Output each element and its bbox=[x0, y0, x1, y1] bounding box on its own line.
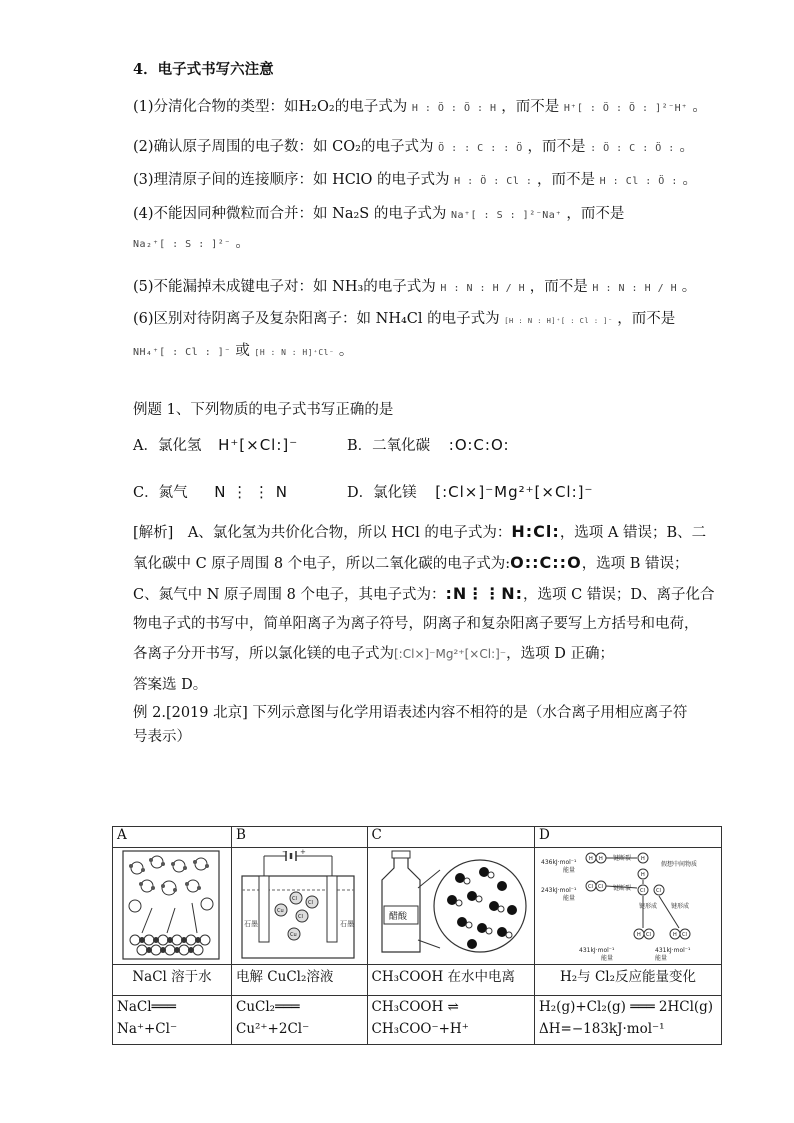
equation-line: CH₃COO⁻+H⁺ bbox=[371, 1021, 469, 1037]
energy-sub: 能量 bbox=[563, 867, 576, 874]
analysis-text: ，选项 D 正确； bbox=[506, 646, 614, 662]
graphite-left-label: 石墨 bbox=[244, 920, 258, 928]
analysis-text: 各离子分开书写，所以氯化镁的电子式为 bbox=[133, 646, 394, 662]
analysis-text: ，选项 A 错误；B、二 bbox=[559, 525, 707, 541]
svg-text:Cu: Cu bbox=[277, 908, 284, 914]
svg-text:Cl: Cl bbox=[682, 932, 687, 938]
rule-5 bbox=[133, 277, 696, 299]
rule-4-cont bbox=[133, 233, 250, 255]
equation-line: H₂(g)+Cl₂(g) ═══ 2HCl(g) bbox=[539, 999, 714, 1015]
bond-form-label: 键形成 bbox=[671, 903, 690, 910]
electron-formula: H : Cl : Ö : bbox=[599, 176, 678, 187]
rule-3 bbox=[133, 170, 697, 192]
bond-break-label: 键断裂 bbox=[613, 885, 632, 892]
rule-1 bbox=[133, 97, 707, 119]
svg-text:Cl: Cl bbox=[640, 888, 645, 894]
electron-formula: Na₂⁺[ : S : ]²⁻ bbox=[133, 239, 231, 250]
caption-b: 电解 CuCl₂溶液 bbox=[232, 965, 368, 996]
rule-text: (1)分清化合物的类型：如H₂O₂的电子式为 bbox=[133, 99, 408, 115]
rule-text: ，而不是 bbox=[529, 279, 588, 295]
electron-formula: H : Ö : Cl : bbox=[454, 176, 533, 187]
analysis-formula: O::C::O bbox=[510, 553, 582, 572]
option-label: A．氯化氢 bbox=[133, 438, 202, 454]
equation-line: CH₃COOH ⇌ bbox=[371, 999, 459, 1015]
option-label: C．氮气 bbox=[133, 485, 188, 501]
energy-label: 431kJ·mol⁻¹ bbox=[655, 947, 691, 954]
analysis-line-1 bbox=[133, 522, 706, 543]
option-formula: N ⋮ ⋮ N bbox=[214, 483, 288, 501]
electron-formula: [H : N : H]⁺Cl⁻ bbox=[254, 348, 335, 357]
electrolysis-diagram bbox=[236, 848, 360, 962]
analysis-text: [解析] A、氯化氢为共价化合物，所以 HCl 的电子式为： bbox=[133, 525, 512, 541]
rule-end: 。 bbox=[338, 343, 354, 359]
col-header-c: C bbox=[367, 827, 535, 848]
analysis-formula: :N⋮⋮N: bbox=[445, 584, 524, 603]
option-formula: H⁺[×Cl:]⁻ bbox=[218, 436, 299, 454]
svg-text:Cl: Cl bbox=[646, 932, 651, 938]
electron-formula: H⁺[ : Ö : Ö : ]²⁻H⁺ bbox=[563, 103, 688, 114]
equation-c bbox=[367, 996, 535, 1045]
electron-formula: Ö : : C : : Ö bbox=[438, 143, 523, 154]
analysis-formula: [:Cl×]⁻Mg²⁺[×Cl:]⁻ bbox=[394, 647, 507, 661]
electron-formula: [H : N : H]⁺[ : Cl : ]⁻ bbox=[504, 317, 613, 325]
svg-text:Cl: Cl bbox=[292, 896, 297, 902]
analysis-line-3 bbox=[133, 584, 714, 605]
equation-d bbox=[535, 996, 722, 1045]
col-header-a: A bbox=[113, 827, 232, 848]
analysis-answer: 答案选 D。 bbox=[133, 677, 208, 693]
analysis-formula: H:Cl: bbox=[511, 522, 560, 541]
diagram-table bbox=[112, 826, 722, 1045]
equation-line: ΔH=−183kJ·mol⁻¹ bbox=[539, 1021, 665, 1037]
option-formula: :O:C:O: bbox=[448, 436, 510, 454]
svg-text:Cu: Cu bbox=[290, 932, 297, 938]
analysis-text: 氧化碳中 C 原子周围 8 个电子，所以二氧化碳的电子式为: bbox=[133, 556, 511, 572]
energy-sub: 能量 bbox=[563, 895, 576, 902]
equation-a bbox=[113, 996, 232, 1045]
analysis-text: C、氮气中 N 原子周围 8 个电子，其电子式为： bbox=[133, 587, 446, 603]
equation-line: CuCl₂═══ bbox=[236, 999, 300, 1015]
rule-end: 。 bbox=[682, 172, 697, 188]
rule-2 bbox=[133, 137, 694, 159]
rule-text: ，而不是 bbox=[617, 311, 676, 327]
analysis-text: ，选项 C 错误；D、离子化合 bbox=[523, 587, 715, 603]
svg-text:H: H bbox=[599, 856, 603, 862]
svg-text:Cl: Cl bbox=[656, 888, 661, 894]
rule-end: 。 bbox=[692, 99, 707, 115]
svg-text:H: H bbox=[641, 856, 645, 862]
col-header-b: B bbox=[232, 827, 368, 848]
bottle-label: 醋酸 bbox=[388, 912, 407, 922]
equation-line: NaCl═══ bbox=[117, 999, 176, 1015]
option-d bbox=[347, 482, 593, 503]
example1-question: 例题 1、下列物质的电子式书写正确的是 bbox=[133, 402, 394, 418]
svg-text:Cl: Cl bbox=[298, 914, 303, 920]
svg-text:H: H bbox=[673, 932, 677, 938]
option-a bbox=[133, 435, 298, 456]
svg-text:+: + bbox=[300, 848, 306, 856]
svg-text:H: H bbox=[637, 932, 641, 938]
energy-sub: 能量 bbox=[655, 955, 668, 962]
energy-diagram bbox=[539, 848, 717, 962]
rule-or: 或 bbox=[235, 343, 250, 359]
energy-label: 243kJ·mol⁻¹ bbox=[541, 887, 577, 894]
rule-text: (4)不能因同种微粒而合并：如 Na₂S 的电子式为 bbox=[133, 206, 447, 222]
rule-end: 。 bbox=[235, 235, 250, 251]
analysis-text: ，选项 B 错误； bbox=[581, 556, 689, 572]
svg-text:H: H bbox=[589, 856, 593, 862]
acetic-acid-diagram bbox=[372, 848, 528, 962]
equation-line: Na⁺+Cl⁻ bbox=[117, 1021, 178, 1037]
rule-text: ，而不是 bbox=[501, 99, 560, 115]
svg-text:Cl: Cl bbox=[308, 900, 313, 906]
diagram-a-cell bbox=[113, 848, 232, 965]
bond-break-label: 键断裂 bbox=[613, 855, 632, 862]
option-label: B．二氧化碳 bbox=[347, 438, 431, 454]
hypothetical-label: 假想中间物质 bbox=[661, 861, 698, 868]
electron-formula: : Ö : C : Ö : bbox=[590, 143, 675, 154]
nacl-dissolution-diagram bbox=[117, 848, 222, 962]
graphite-right-label: 石墨 bbox=[340, 920, 354, 928]
caption-d: H₂与 Cl₂反应能量变化 bbox=[535, 965, 722, 996]
energy-sub: 能量 bbox=[601, 955, 614, 962]
analysis-line-4: 物电子式的书写中，简单阳离子为离子符号，阴离子和复杂阳离子要写上方括号和电荷， bbox=[133, 616, 699, 632]
diagram-c-cell bbox=[367, 848, 535, 965]
rule-text: (6)区别对待阴离子及复杂阳离子：如 NH₄Cl 的电子式为 bbox=[133, 311, 500, 327]
rule-text: ，而不是 bbox=[566, 206, 625, 222]
electron-formula: H : N : H / H bbox=[440, 283, 526, 294]
option-c bbox=[133, 482, 288, 503]
electron-formula: H : Ö : Ö : H bbox=[411, 103, 497, 114]
option-formula: [:Cl×]⁻Mg²⁺[×Cl:]⁻ bbox=[435, 483, 594, 501]
rule-text: ，而不是 bbox=[537, 172, 595, 188]
svg-text:H: H bbox=[641, 872, 645, 878]
option-b bbox=[347, 435, 510, 456]
svg-text:Cl: Cl bbox=[588, 884, 593, 890]
svg-text:Cl: Cl bbox=[598, 884, 603, 890]
bond-form-label: 键形成 bbox=[639, 903, 658, 910]
electron-formula: H : N : H / H bbox=[592, 283, 678, 294]
electron-formula: NH₄⁺[ : Cl : ]⁻ bbox=[133, 347, 231, 358]
energy-label: 436kJ·mol⁻¹ bbox=[541, 859, 577, 866]
rule-end: 。 bbox=[681, 279, 697, 295]
equation-line: Cu²⁺+2Cl⁻ bbox=[236, 1021, 310, 1037]
example2-question: 例 2.[2019 北京] 下列示意图与化学用语表述内容不相符的是（水合离子用相应离子符 bbox=[133, 705, 688, 721]
section-heading: 4．电子式书写六注意 bbox=[133, 61, 274, 78]
example2-question-cont: 号表示） bbox=[133, 729, 191, 745]
caption-a: NaCl 溶于水 bbox=[113, 965, 232, 996]
analysis-line-5 bbox=[133, 644, 614, 664]
rule-text: (3)理清原子间的连接顺序：如 HClO 的电子式为 bbox=[133, 172, 450, 188]
rule-6 bbox=[133, 309, 675, 331]
diagram-b-cell bbox=[232, 848, 368, 965]
rule-4 bbox=[133, 204, 624, 226]
rule-text: (2)确认原子周围的电子数：如 CO₂的电子式为 bbox=[133, 139, 434, 155]
electron-formula: Na⁺[ : S : ]²⁻Na⁺ bbox=[450, 210, 562, 221]
svg-text:−: − bbox=[282, 848, 288, 856]
equation-b bbox=[232, 996, 368, 1045]
rule-6-cont bbox=[133, 341, 353, 363]
analysis-line-2 bbox=[133, 553, 689, 574]
rule-text: ，而不是 bbox=[527, 139, 586, 155]
rule-end: 。 bbox=[679, 139, 694, 155]
col-header-d: D bbox=[535, 827, 722, 848]
option-label: D．氯化镁 bbox=[347, 485, 417, 501]
rule-text: (5)不能漏掉未成键电子对：如 NH₃的电子式为 bbox=[133, 279, 436, 295]
caption-c: CH₃COOH 在水中电离 bbox=[367, 965, 535, 996]
diagram-d-cell bbox=[535, 848, 722, 965]
energy-label: 431kJ·mol⁻¹ bbox=[579, 947, 615, 954]
